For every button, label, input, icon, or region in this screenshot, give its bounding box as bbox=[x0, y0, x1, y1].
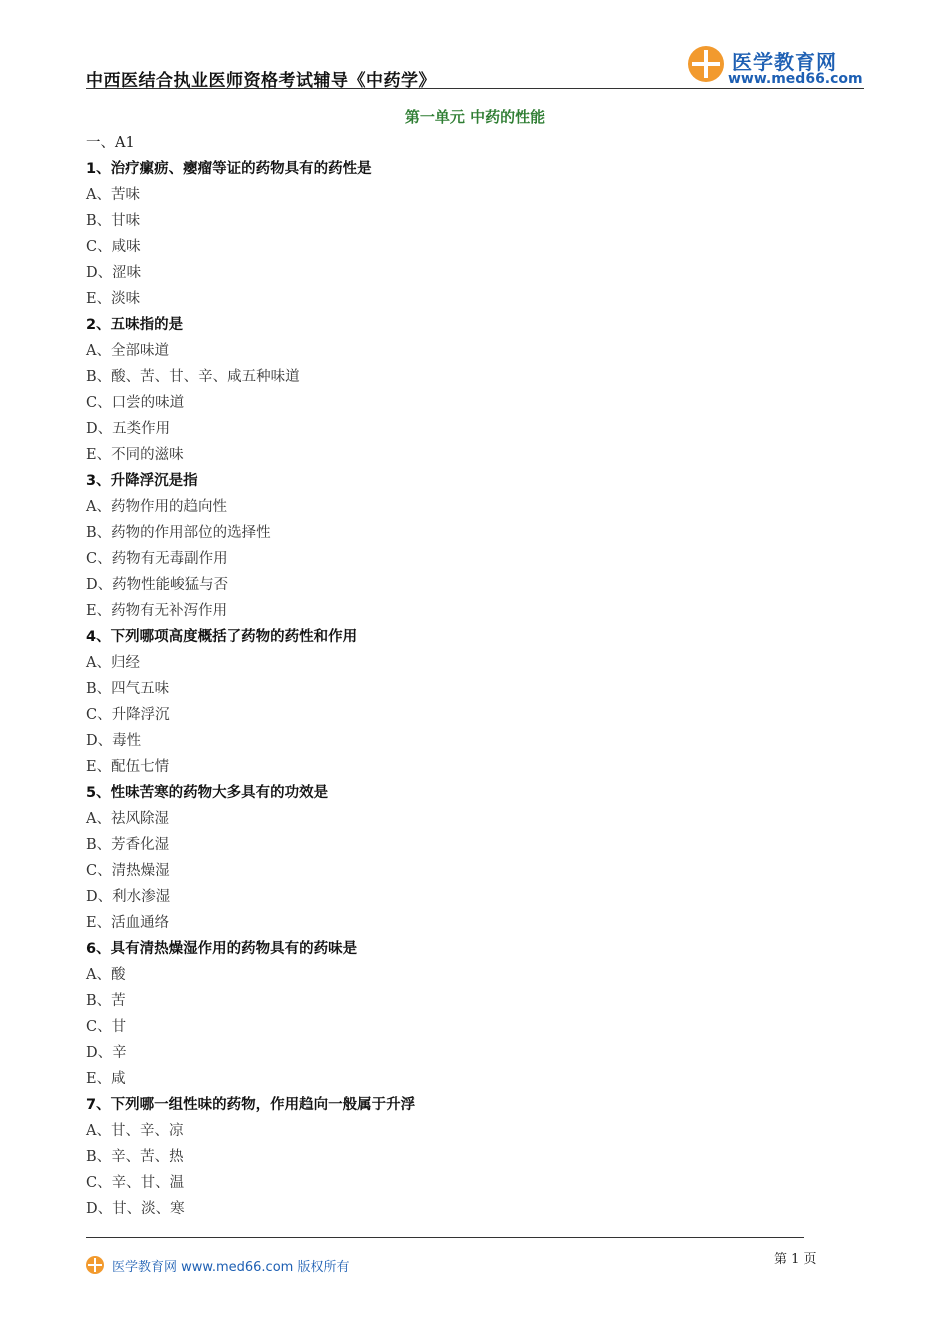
answer-option: D、五类作用 bbox=[86, 421, 171, 437]
answer-option: D、药物性能峻猛与否 bbox=[86, 577, 229, 593]
question-stem: 4、下列哪项高度概括了药物的药性和作用 bbox=[86, 629, 358, 645]
question-stem: 3、升降浮沉是指 bbox=[86, 473, 198, 489]
answer-option: A、归经 bbox=[86, 655, 140, 671]
question-list bbox=[86, 156, 864, 1222]
question-stem: 5、性味苦寒的药物大多具有的功效是 bbox=[86, 785, 329, 801]
answer-option: E、咸 bbox=[86, 1071, 126, 1087]
answer-option: A、祛风除湿 bbox=[86, 811, 169, 827]
answer-option: C、清热燥湿 bbox=[86, 863, 170, 879]
answer-option: D、辛 bbox=[86, 1045, 127, 1061]
answer-option: B、甘味 bbox=[86, 213, 141, 229]
answer-option: C、药物有无毒副作用 bbox=[86, 551, 228, 567]
answer-option: D、涩味 bbox=[86, 265, 142, 281]
footer-copyright: 医学教育网 www.med66.com 版权所有 bbox=[112, 1260, 350, 1275]
answer-option: B、药物的作用部位的选择性 bbox=[86, 525, 271, 541]
logo-name: 医学教育网 bbox=[732, 50, 837, 74]
answer-option: E、淡味 bbox=[86, 291, 141, 307]
cross-logo-icon bbox=[86, 1256, 104, 1274]
answer-option: B、酸、苦、甘、辛、咸五种味道 bbox=[86, 369, 300, 385]
logo-url: www.med66.com bbox=[728, 71, 863, 87]
footer-divider bbox=[86, 1237, 804, 1238]
answer-option: A、甘、辛、凉 bbox=[86, 1123, 184, 1139]
answer-option: B、苦 bbox=[86, 993, 126, 1009]
answer-option: E、活血通络 bbox=[86, 915, 170, 931]
answer-option: A、苦味 bbox=[86, 187, 140, 203]
answer-option: C、辛、甘、温 bbox=[86, 1175, 185, 1191]
cross-logo-icon bbox=[688, 46, 724, 82]
site-logo[interactable] bbox=[688, 42, 863, 88]
answer-option: B、辛、苦、热 bbox=[86, 1149, 184, 1165]
page-header bbox=[86, 40, 864, 92]
answer-option: C、甘 bbox=[86, 1019, 127, 1035]
question-stem: 1、治疗瘰疬、瘿瘤等证的药物具有的药性是 bbox=[86, 161, 372, 177]
answer-option: C、咸味 bbox=[86, 239, 141, 255]
question-stem: 2、五味指的是 bbox=[86, 317, 184, 333]
answer-option: C、升降浮沉 bbox=[86, 707, 170, 723]
answer-option: C、口尝的味道 bbox=[86, 395, 185, 411]
answer-option: B、芳香化湿 bbox=[86, 837, 170, 853]
answer-option: D、甘、淡、寒 bbox=[86, 1201, 185, 1217]
header-divider bbox=[86, 88, 864, 89]
question-stem: 7、下列哪一组性味的药物，作用趋向一般属于升浮 bbox=[86, 1097, 416, 1113]
answer-option: A、全部味道 bbox=[86, 343, 169, 359]
answer-option: E、不同的滋味 bbox=[86, 447, 184, 463]
unit-title: 第一单元 中药的性能 bbox=[404, 108, 546, 126]
answer-option: E、药物有无补泻作用 bbox=[86, 603, 228, 619]
document-body bbox=[86, 104, 864, 1222]
question-stem: 6、具有清热燥湿作用的药物具有的药味是 bbox=[86, 941, 358, 957]
answer-option: B、四气五味 bbox=[86, 681, 170, 697]
answer-option: E、配伍七情 bbox=[86, 759, 170, 775]
page-number: 第 1 页 bbox=[774, 1252, 817, 1267]
answer-option: D、利水渗湿 bbox=[86, 889, 171, 905]
section-label: 一、A1 bbox=[86, 135, 135, 151]
answer-option: D、毒性 bbox=[86, 733, 142, 749]
answer-option: A、药物作用的趋向性 bbox=[86, 499, 227, 515]
document-title: 中西医结合执业医师资格考试辅导《中药学》 bbox=[86, 71, 436, 91]
answer-option: A、酸 bbox=[86, 967, 126, 983]
